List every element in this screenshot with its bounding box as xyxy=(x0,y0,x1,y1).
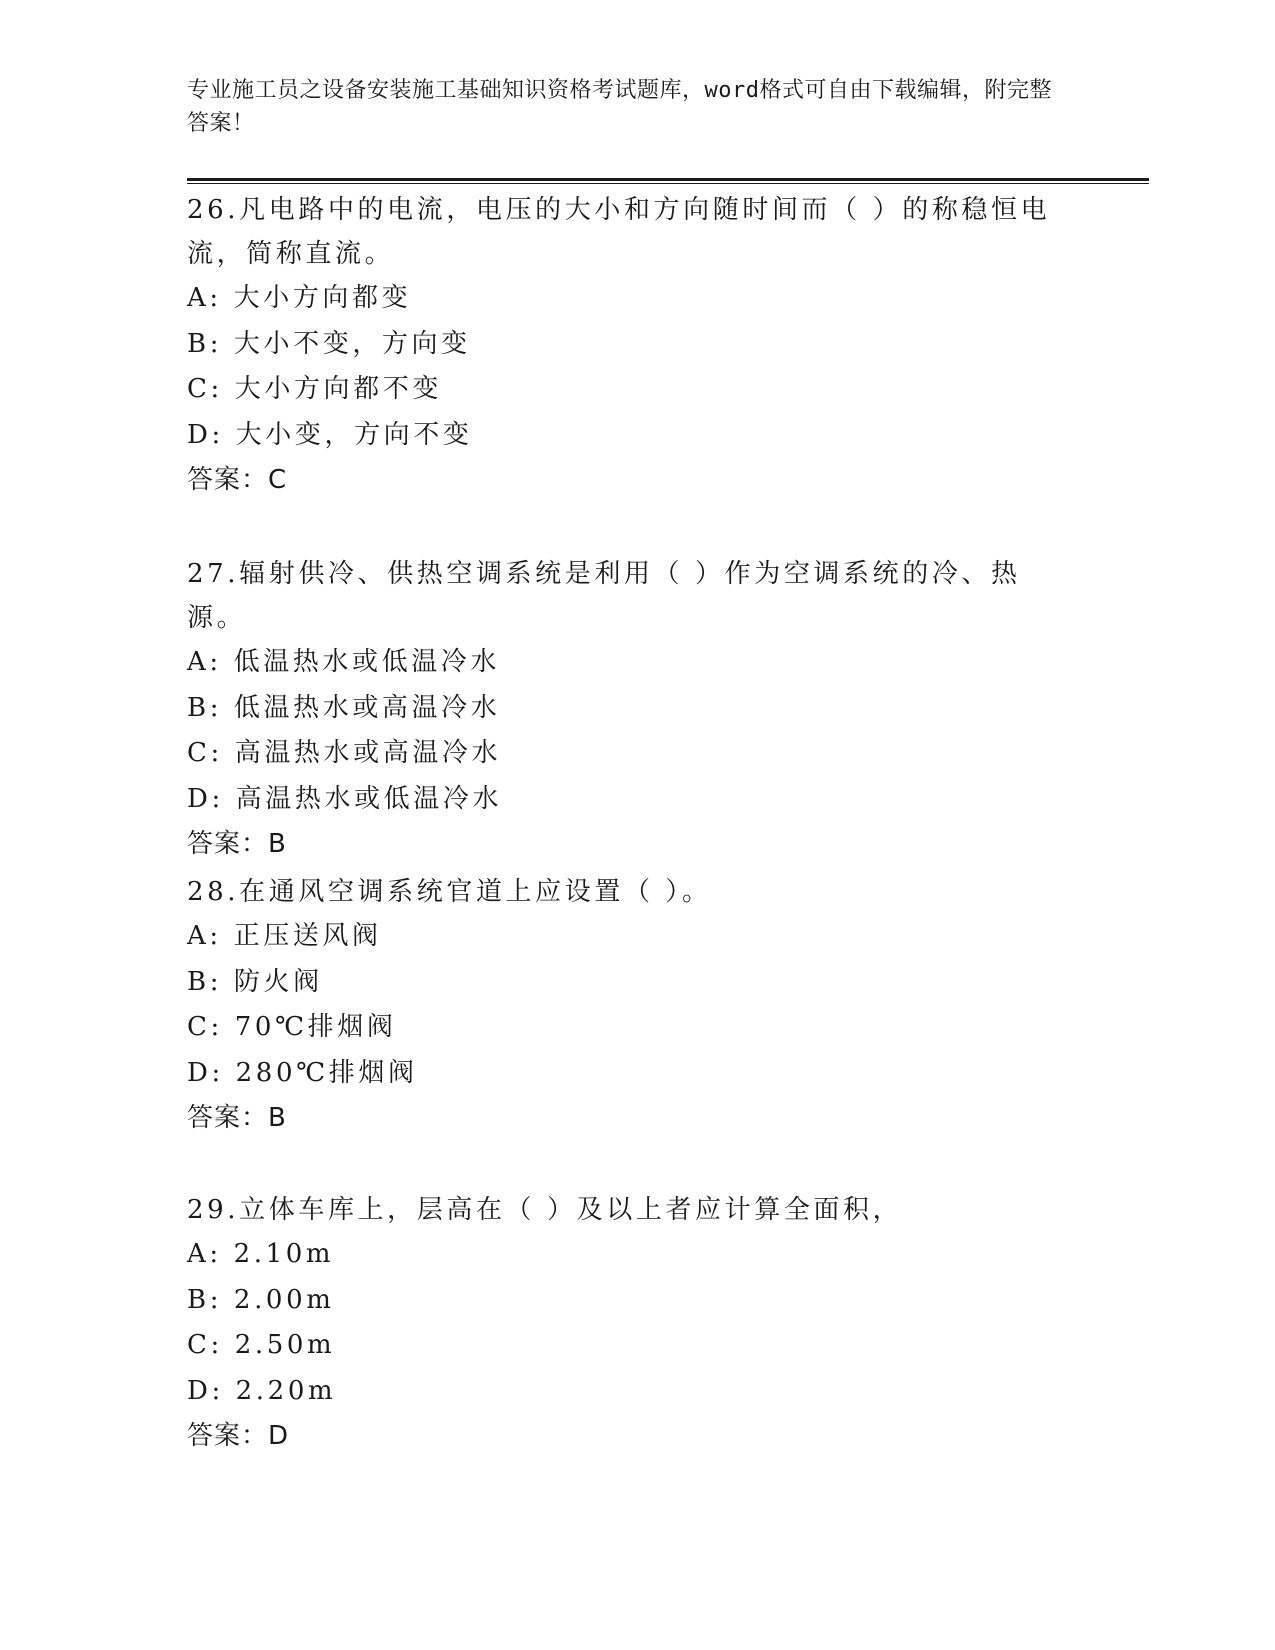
option-a: A: 正压送风阀 xyxy=(187,921,382,951)
header-divider-thin xyxy=(187,183,1149,184)
question-27 xyxy=(187,552,1067,868)
option-d: D: 高温热水或低温冷水 xyxy=(187,783,503,814)
option-d: D: 2.20m xyxy=(187,1375,337,1406)
document-header: 专业施工员之设备安装施工基础知识资格考试题库，word格式可自由下载编辑，附完整答案！ xyxy=(187,78,1052,136)
option-c: C: 高温热水或高温冷水 xyxy=(187,738,502,768)
question-28 xyxy=(187,870,1067,1142)
option-c: C: 大小方向都不变 xyxy=(187,374,442,404)
option-b: B: 2.00m xyxy=(187,1284,335,1315)
answer: 答案：D xyxy=(187,1421,290,1451)
question-text: 28.在通风空调系统官道上应设置（ ）。 xyxy=(187,877,712,907)
question-26 xyxy=(187,188,1067,504)
option-a: A: 低温热水或低温冷水 xyxy=(187,647,501,677)
answer: 答案：B xyxy=(187,829,287,859)
option-a: A: 大小方向都变 xyxy=(187,283,412,313)
option-b: B: 防火阀 xyxy=(187,966,323,997)
question-text: 26.凡电路中的电流，电压的大小和方向随时间而（ ）的称稳恒电流，简称直流。 xyxy=(187,195,1051,269)
question-text: 27.辐射供冷、供热空调系统是利用（ ）作为空调系统的冷、热源。 xyxy=(187,559,1021,633)
question-text: 29.立体车库上，层高在（ ）及以上者应计算全面积， xyxy=(187,1195,903,1225)
question-29 xyxy=(187,1188,1067,1460)
option-d: D: 280℃排烟阀 xyxy=(187,1057,418,1088)
option-a: A: 2.10m xyxy=(187,1239,335,1269)
header-divider-thick xyxy=(187,178,1149,181)
answer: 答案：B xyxy=(187,1103,287,1133)
answer: 答案：C xyxy=(187,465,288,495)
option-c: C: 2.50m xyxy=(187,1330,336,1360)
option-b: B: 大小不变，方向变 xyxy=(187,328,471,359)
option-b: B: 低温热水或高温冷水 xyxy=(187,692,501,723)
option-c: C: 70℃排烟阀 xyxy=(187,1012,397,1042)
option-d: D: 大小变，方向不变 xyxy=(187,419,473,450)
